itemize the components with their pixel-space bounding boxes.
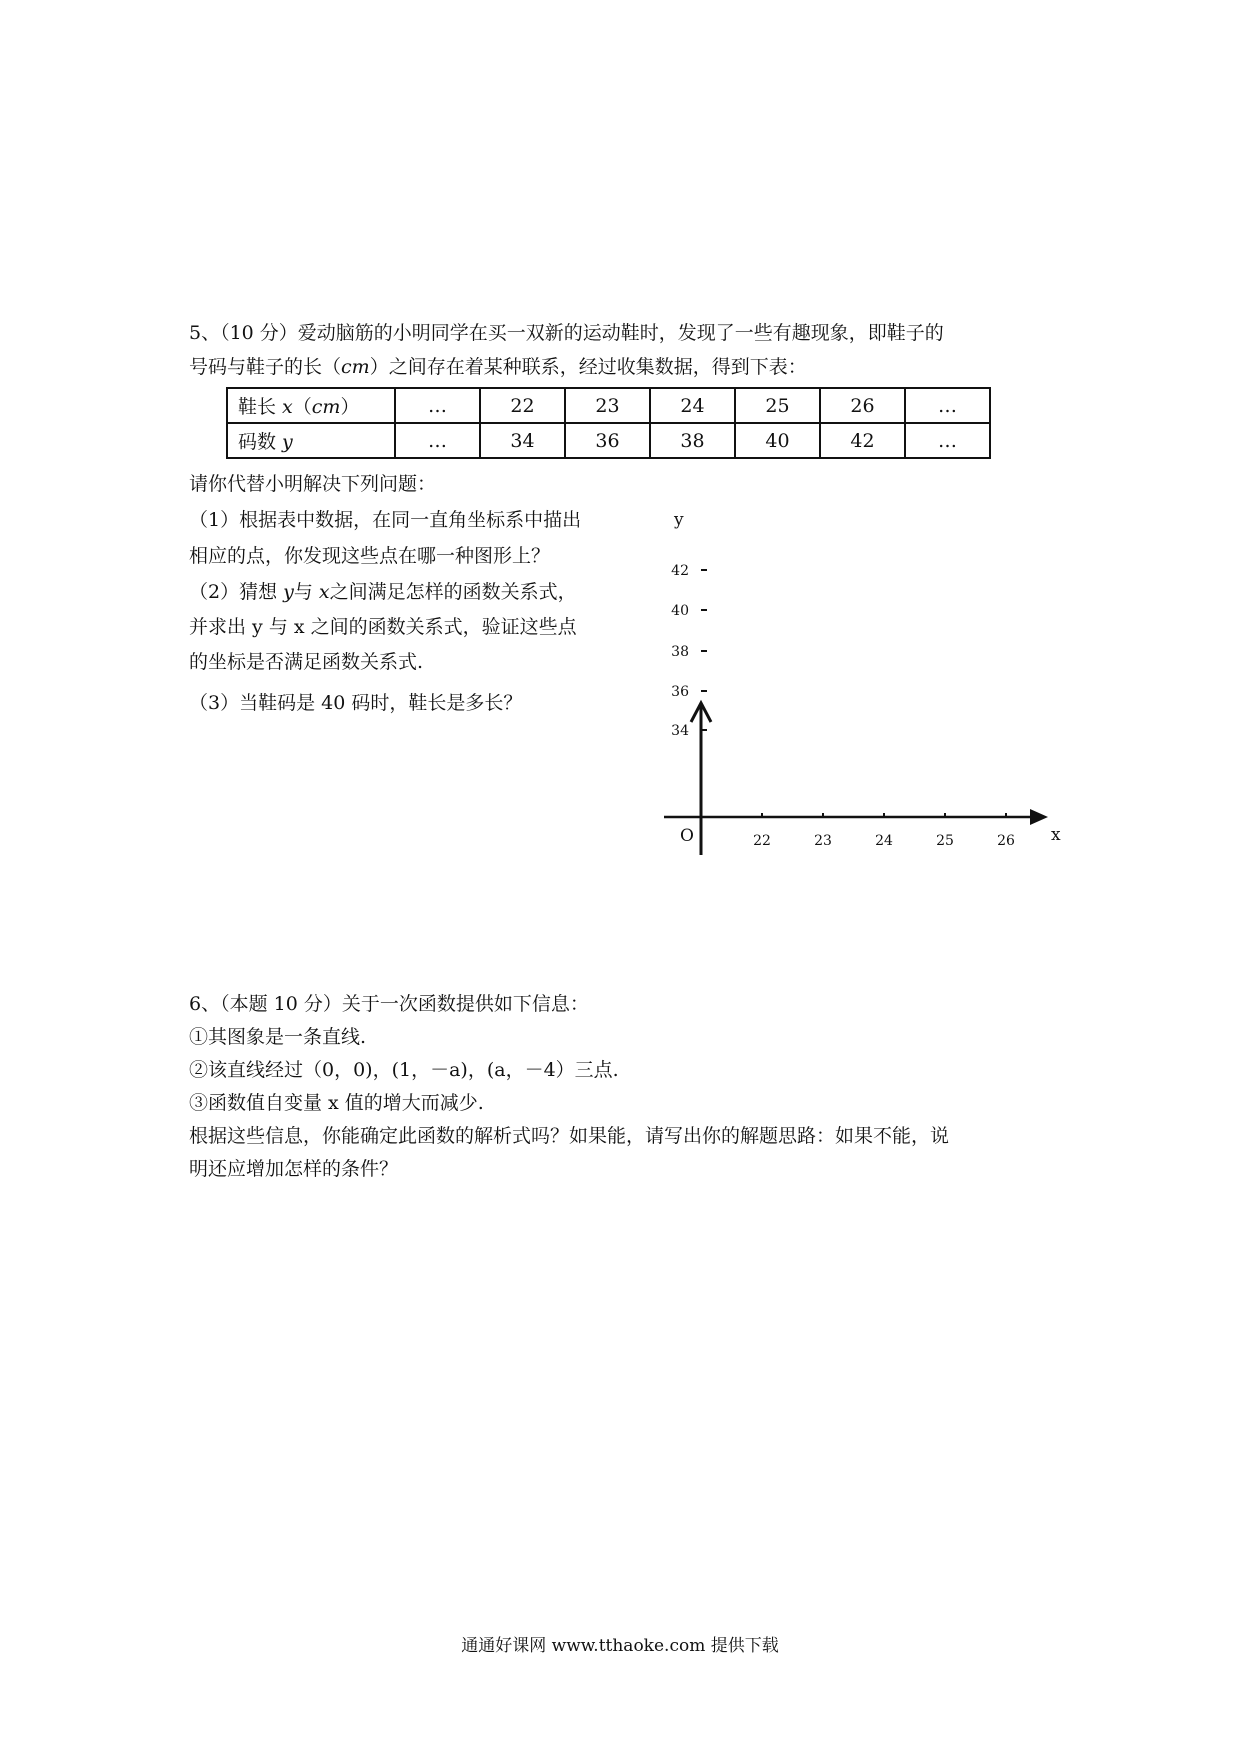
q5-sub2-line-3: 的坐标是否满足函数关系式.	[189, 651, 424, 673]
table-cell: …	[905, 388, 990, 423]
y-tick-label: 40	[671, 603, 689, 619]
label-paren-open: （	[292, 396, 312, 418]
y-tick-label: 38	[671, 644, 689, 660]
sub2-text: （2）猜想	[189, 581, 284, 603]
x-axis-label: x	[1051, 825, 1061, 845]
q6-line-6: 明还应增加怎样的条件？	[189, 1158, 399, 1180]
y-tick-label: 34	[671, 723, 689, 739]
label-var-x: x	[282, 396, 293, 418]
q6-item-2: ②该直线经过（0，0)，(1，－a)，(a，－4）三点.	[189, 1059, 619, 1081]
sub2-text: 之间满足怎样的函数关系式，	[329, 581, 577, 603]
table-cell: 40	[735, 423, 820, 458]
origin-label: O	[680, 826, 694, 846]
sub2-var-x: x	[318, 581, 330, 603]
q6-line-5: 根据这些信息，你能确定此函数的解析式吗？如果能，请写出你的解题思路：如果不能，说	[189, 1125, 950, 1147]
x-axis-arrow	[1030, 809, 1048, 825]
x-tick-label: 24	[875, 833, 893, 849]
q5-line-2-unit: cm	[341, 356, 370, 378]
q5-prompt: 请你代替小明解决下列问题：	[189, 473, 437, 495]
q5-line-2-post: ）之间存在着某种联系，经过收集数据，得到下表：	[369, 356, 807, 378]
q5-sub3: （3）当鞋码是 40 码时，鞋长是多长？	[189, 692, 523, 714]
table-cell: …	[395, 423, 480, 458]
label-text: 鞋长	[238, 396, 283, 418]
table-cell: …	[395, 388, 480, 423]
y-tick-label: 42	[671, 563, 689, 579]
sub2-text: 与	[293, 581, 319, 603]
x-tick-label: 23	[814, 833, 832, 849]
table-cell: 34	[480, 423, 565, 458]
q6-line-1: 6、（本题 10 分）关于一次函数提供如下信息：	[189, 993, 589, 1015]
table-cell: 38	[650, 423, 735, 458]
x-ticks-group	[753, 813, 1015, 849]
q6-item-3: ③函数值自变量 x 值的增大而减少.	[189, 1092, 484, 1114]
y-axis-label: y	[674, 510, 684, 530]
page-footer: 通通好课网 www.tthaoke.com 提供下载	[461, 1636, 779, 1656]
q5-line-2-pre: 号码与鞋子的长（	[189, 356, 342, 378]
label-text: 码数	[238, 431, 283, 453]
table-cell: 26	[820, 388, 905, 423]
table-cell: 42	[820, 423, 905, 458]
table-cell: 22	[480, 388, 565, 423]
label-var-y: y	[282, 431, 293, 453]
label-paren-close: ）	[340, 396, 360, 418]
table-cell: 23	[565, 388, 650, 423]
x-tick-label: 25	[936, 833, 954, 849]
q5-sub1-line-1: （1）根据表中数据，在同一直角坐标系中描出	[189, 509, 582, 531]
q5-line-1: 5、（10 分）爱动脑筋的小明同学在买一双新的运动鞋时，发现了一些有趣现象，即鞋子的	[189, 322, 944, 344]
q5-sub2-line-2: 并求出 y 与 x 之间的函数关系式，验证这些点	[189, 616, 577, 638]
table-cell: 25	[735, 388, 820, 423]
table-cell: 36	[565, 423, 650, 458]
table-cell: 24	[650, 388, 735, 423]
q6-item-1: ①其图象是一条直线.	[189, 1026, 367, 1048]
y-tick-label: 36	[671, 684, 689, 700]
q5-sub1-line-2: 相应的点，你发现这些点在哪一种图形上？	[189, 545, 551, 567]
sub2-var-y: y	[283, 581, 294, 603]
x-tick-label: 26	[997, 833, 1015, 849]
x-tick-label: 22	[753, 833, 771, 849]
table-cell: …	[905, 423, 990, 458]
label-unit: cm	[311, 396, 341, 418]
